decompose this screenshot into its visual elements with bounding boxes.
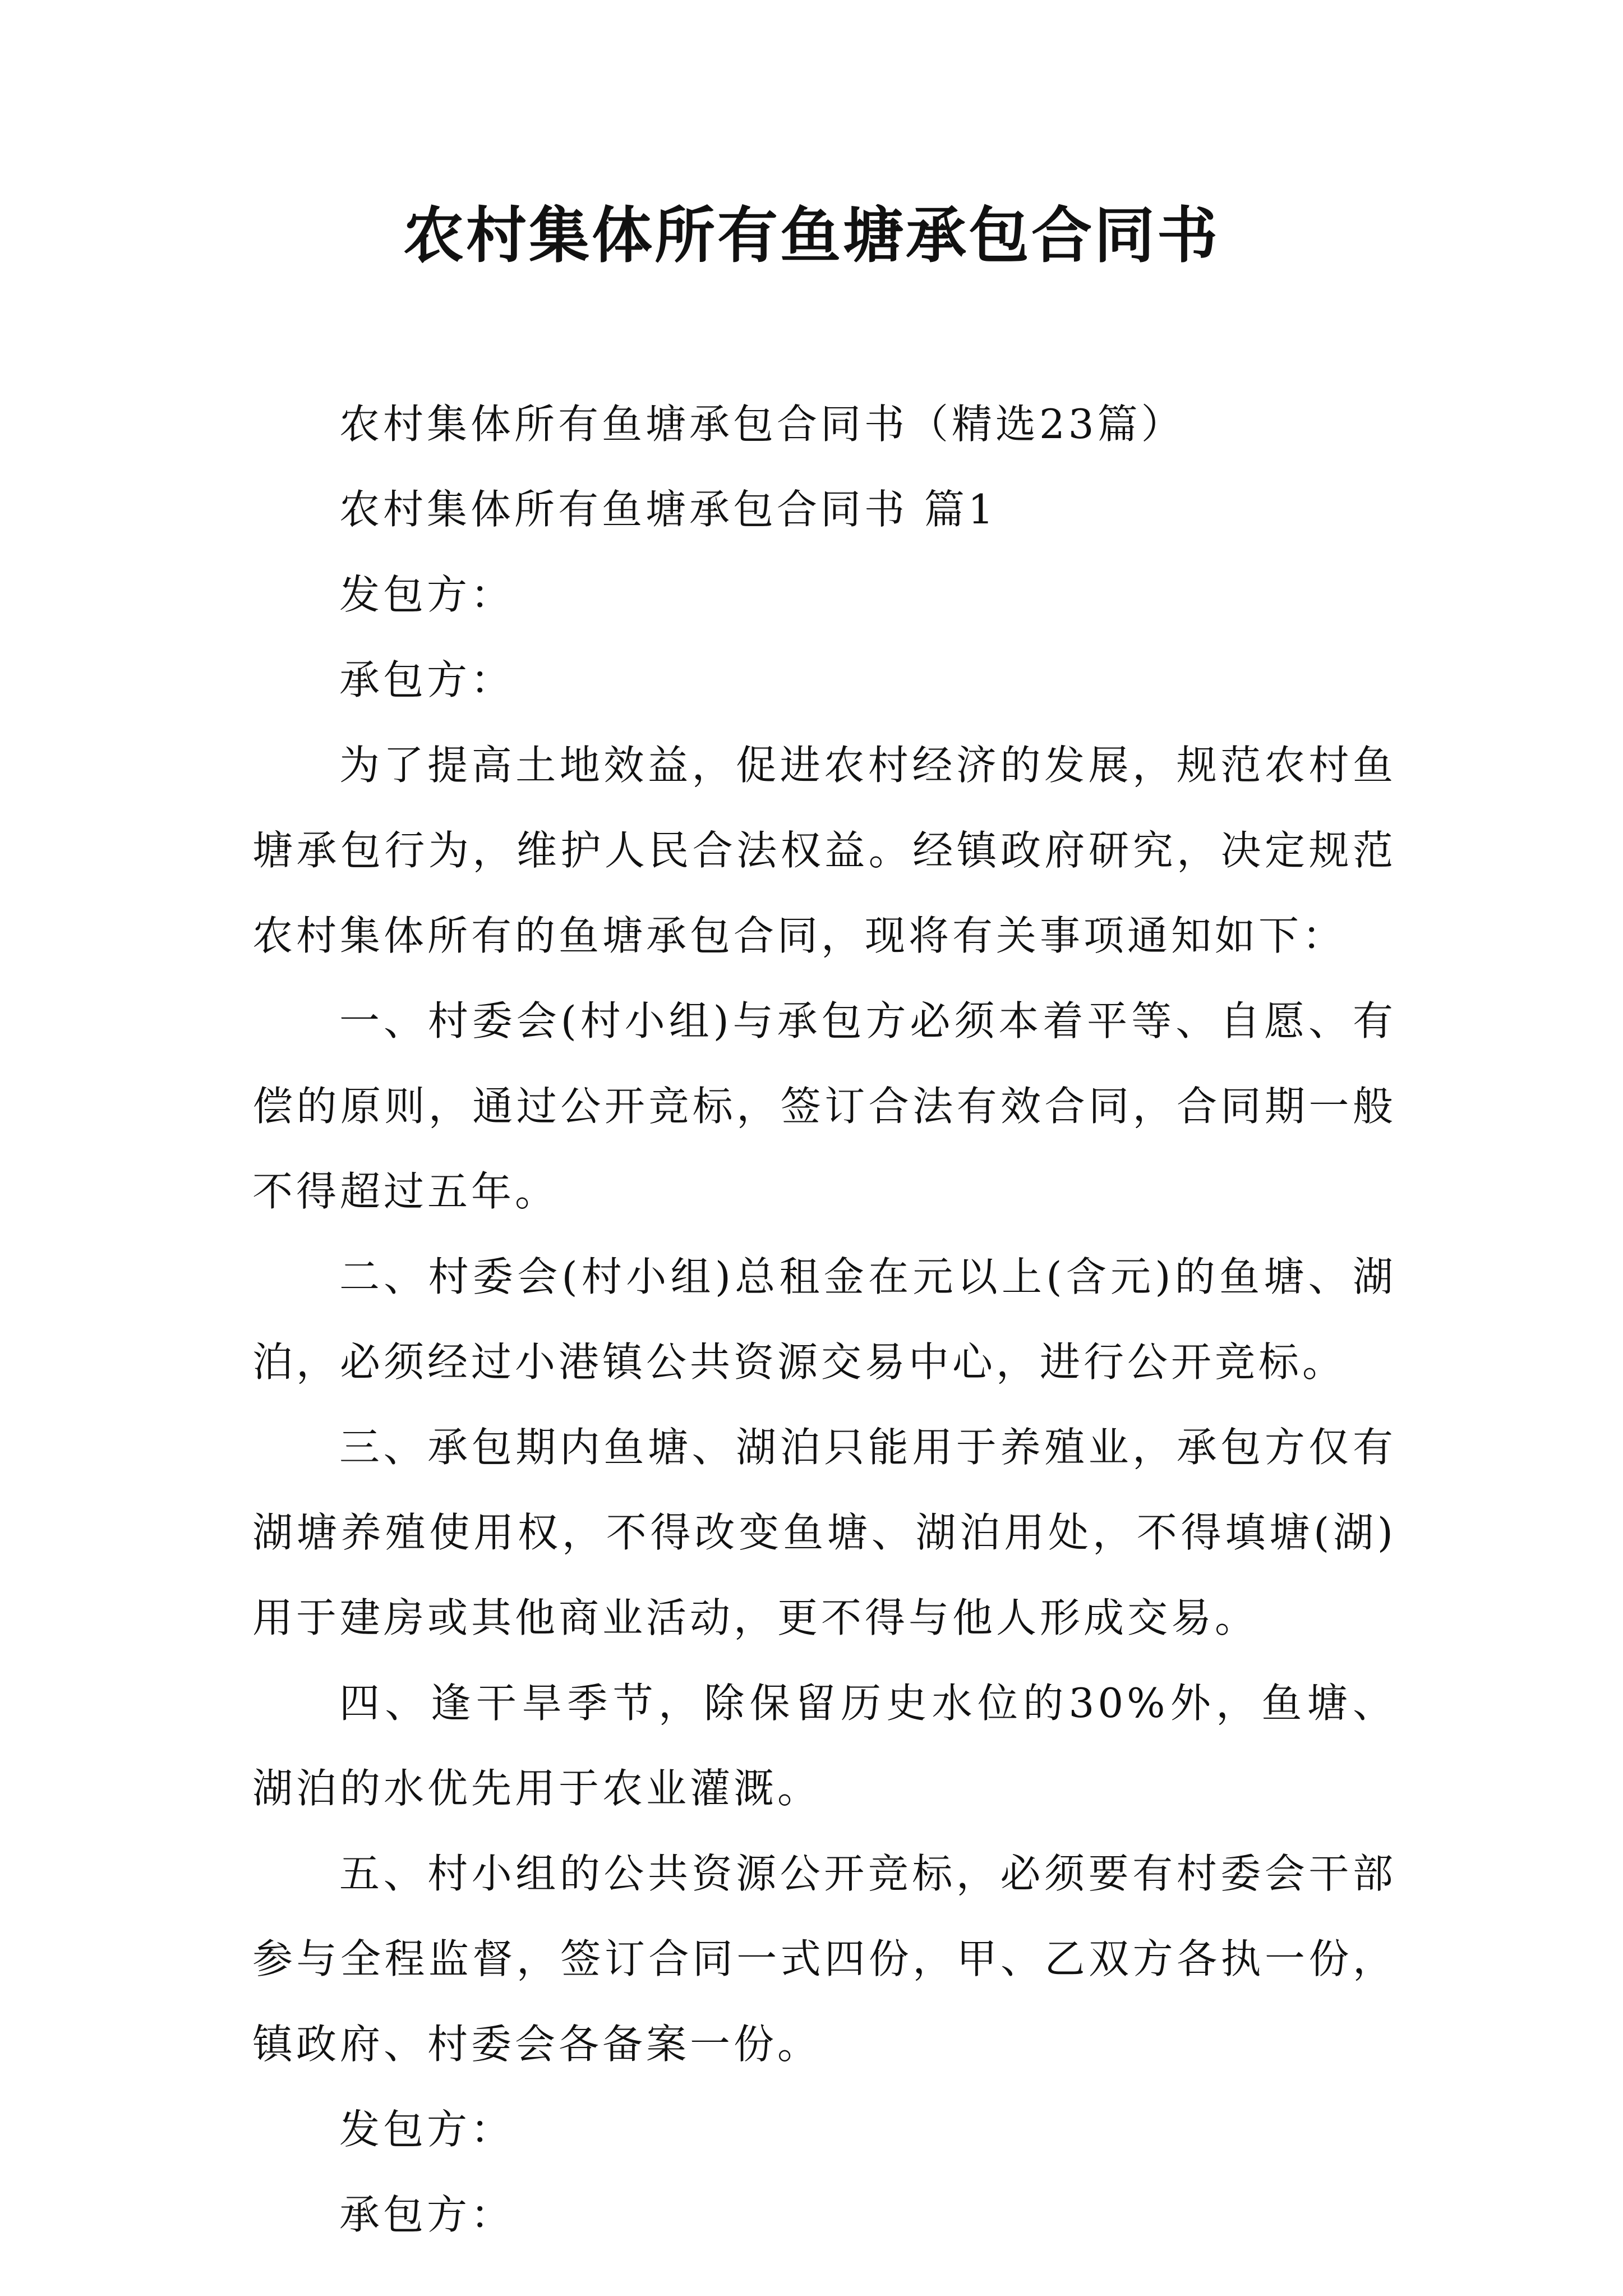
document-body xyxy=(252,381,1396,2257)
contractor-signature-label: 承包方： xyxy=(339,2191,515,2238)
clause-5: 五、村小组的公共资源公开竞标，必须要有村委会干部参与全程监督，签订合同一式四份，甲、乙双方各执一份，镇政府、村委会各备案一份。 xyxy=(252,1850,1396,2068)
section-heading: 农村集体所有鱼塘承包合同书 篇1 xyxy=(339,486,997,533)
clause-1: 一、村委会(村小组)与承包方必须本着平等、自愿、有偿的原则，通过公开竞标，签订合法有效合同，合同期一般不得超过五年。 xyxy=(252,997,1396,1215)
clause-3: 三、承包期内鱼塘、湖泊只能用于养殖业，承包方仅有湖塘养殖使用权，不得改变鱼塘、湖泊用处，不得填塘(湖)用于建房或其他商业活动，更不得与他人形成交易。 xyxy=(252,1424,1396,1641)
clause-2: 二、村委会(村小组)总租金在元以上(含元)的鱼塘、湖泊，必须经过小港镇公共资源交易中心，进行公开竞标。 xyxy=(252,1253,1396,1386)
clause-4: 四、逢干旱季节，除保留历史水位的30%外，鱼塘、湖泊的水优先用于农业灌溉。 xyxy=(252,1680,1396,1812)
document-title: 农村集体所有鱼塘承包合同书 xyxy=(403,200,1220,271)
issuer-label: 发包方： xyxy=(339,571,515,618)
intro-paragraph: 为了提高土地效益，促进农村经济的发展，规范农村鱼塘承包行为，维护人民合法权益。经镇政府研究，决定规范农村集体所有的鱼塘承包合同，现将有关事项通知如下： xyxy=(252,742,1396,959)
issuer-signature-label: 发包方： xyxy=(339,2106,515,2153)
subtitle-paragraph: 农村集体所有鱼塘承包合同书（精选23篇） xyxy=(339,401,1185,448)
contractor-label: 承包方： xyxy=(339,656,515,703)
